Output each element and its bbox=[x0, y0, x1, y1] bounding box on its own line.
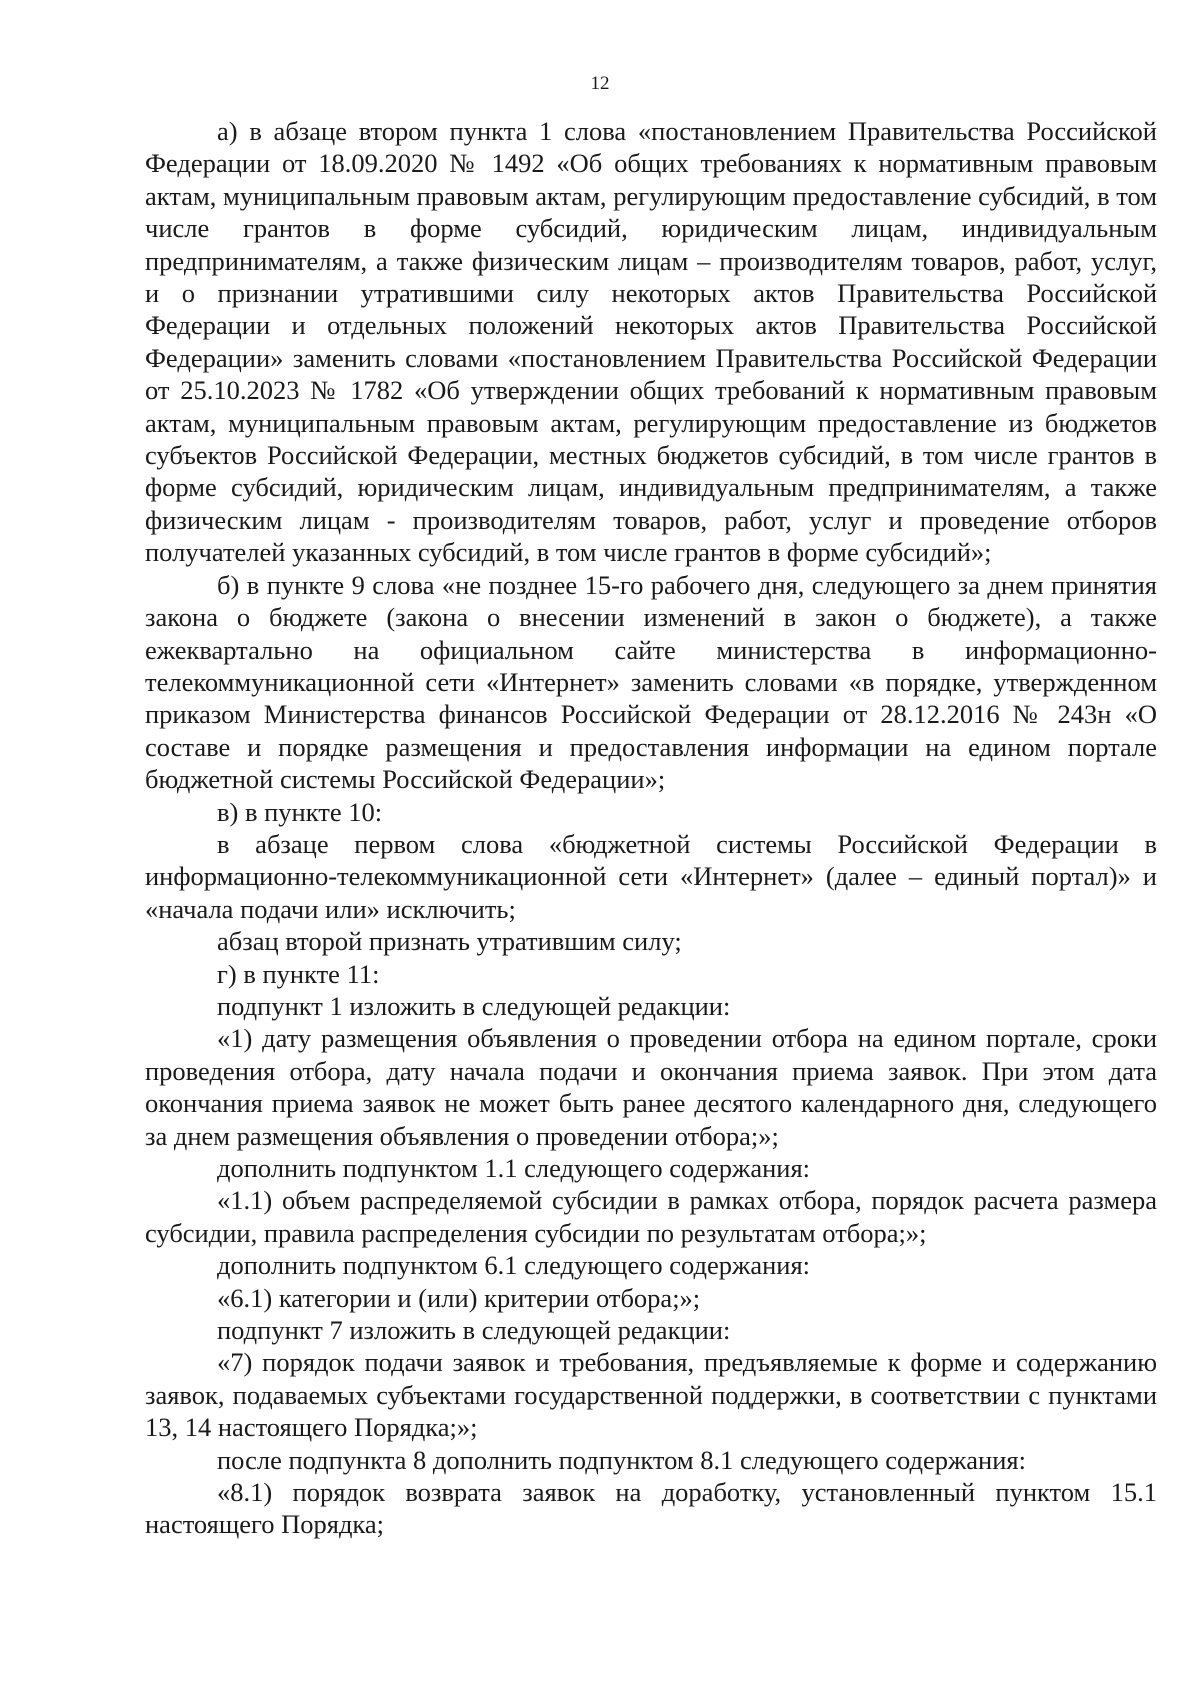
paragraph-v-abzac-2: абзац второй признать утратившим силу; bbox=[217, 926, 682, 957]
page-number: 12 bbox=[590, 73, 610, 94]
paragraph-v-abzac-1: в абзаце первом слова «бюджетной системы Российской Федерации в информационно-телекоммуникационной сети «Интернет» (далее – единый портал)» и «начала подачи или» исключить; bbox=[145, 828, 1157, 924]
paragraph-g-subpoint-1-text: «1) дату размещения объявления о проведении отбора на едином портале, сроки проведения отбора, дату начала подачи и окончания приема заявок. При этом дата окончания приема заявок не может быть ранее десятого календарного дня, следующего за днем размещения объявления о проведении отбора;»; bbox=[145, 1023, 1157, 1151]
paragraph-a: а) в абзаце втором пункта 1 слова «постановлением Правительства Российской Федерации от 18.09.2020 № 1492 «Об общих требованиях к нормативным правовым актам, муниципальным правовым актам, регулирующим предоставление субсидий, в том числе грантов в форме субсидий, юридическим лицам, индивидуальным предпринимателям, а также физическим лицам – производителям товаров, работ, услуг, и о признании утратившими силу некоторых актов Правительства Российской Федерации и отдельных положений некоторых актов Правительства Российской Федерации» заменить словами «постановлением Правительства Российской Федерации от 25.10.2023 № 1782 «Об утверждении общих требований к нормативным правовым актам, муниципальным правовым актам, регулирующим предоставление из бюджетов субъектов Российской Федерации, местных бюджетов субсидий, в том числе грантов в форме субсидий, юридическим лицам, индивидуальным предпринимателям, а также физическим лицам - производителям товаров, работ, услуг и проведение отборов получателей указанных субсидий, в том числе грантов в форме субсидий»; bbox=[145, 116, 1157, 568]
paragraph-g-subpoint-6-1-text: «6.1) категории и (или) критерии отбора;»; bbox=[217, 1282, 701, 1313]
paragraph-v: в) в пункте 10: bbox=[217, 796, 383, 827]
paragraph-g-subpoint-7-text: «7) порядок подачи заявок и требования, предъявляемые к форме и содержанию заявок, подаваемых субъектами государственной поддержки, в соответствии с пунктами 13, 14 настоящего Порядка;»; bbox=[145, 1347, 1157, 1443]
paragraph-g-subpoint-1-1-intro: дополнить подпунктом 1.1 следующего содержания: bbox=[217, 1153, 811, 1183]
document-body bbox=[145, 115, 1157, 1541]
paragraph-g-subpoint-1-intro: подпункт 1 изложить в следующей редакции: bbox=[217, 990, 731, 1021]
paragraph-g-subpoint-8-1-intro: после подпункта 8 дополнить подпунктом 8.1 следующего содержания: bbox=[217, 1444, 1026, 1475]
paragraph-g-subpoint-7-intro: подпункт 7 изложить в следующей редакции: bbox=[217, 1315, 731, 1346]
paragraph-b: б) в пункте 9 слова «не позднее 15-го рабочего дня, следующего за днем принятия закона о бюджете (закона о внесении изменений в закон о бюджете), а также ежеквартально на официальном сайте министерства в информационно-телекоммуникационной сети «Интернет» заменить словами «в порядке, утвержденном приказом Министерства финансов Российской Федерации от 28.12.2016 № 243н «О составе и порядке размещения и предоставления информации на едином портале бюджетной системы Российской Федерации»; bbox=[145, 569, 1157, 795]
paragraph-g-subpoint-1-1-text: «1.1) объем распределяемой субсидии в рамках отбора, порядок расчета размера субсидии, правила распределения субсидии по результатам отбора;»; bbox=[145, 1185, 1157, 1248]
paragraph-g-subpoint-6-1-intro: дополнить подпунктом 6.1 следующего содержания: bbox=[217, 1250, 811, 1281]
paragraph-g-subpoint-8-1-text: «8.1) порядок возврата заявок на доработку, установленный пунктом 15.1 настоящего Порядка; bbox=[145, 1477, 1157, 1540]
paragraph-g: г) в пункте 11: bbox=[217, 958, 380, 989]
